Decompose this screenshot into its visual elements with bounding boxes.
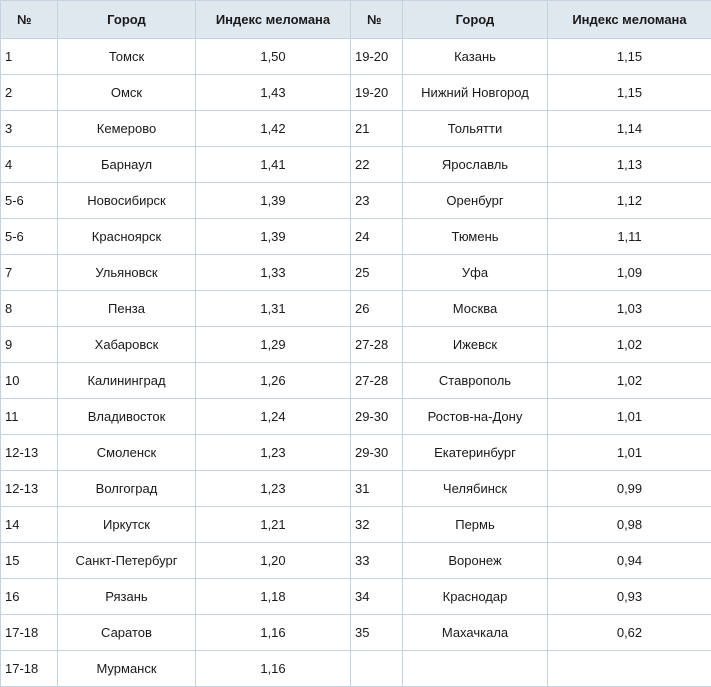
table-row bbox=[1, 255, 711, 291]
left-city-cell: Пенза bbox=[58, 291, 196, 327]
header-index-left: Индекс меломана bbox=[196, 1, 351, 39]
left-city-cell: Калининград bbox=[58, 363, 196, 399]
left-index-cell: 1,43 bbox=[196, 75, 351, 111]
right-index-cell: 1,01 bbox=[548, 399, 711, 435]
left-index-cell: 1,16 bbox=[196, 615, 351, 651]
left-index-cell: 1,23 bbox=[196, 435, 351, 471]
table-row bbox=[1, 219, 711, 255]
right-city-cell: Уфа bbox=[403, 255, 548, 291]
right-num-cell: 23 bbox=[351, 183, 403, 219]
right-city-cell: Нижний Новгород bbox=[403, 75, 548, 111]
right-index-cell: 1,13 bbox=[548, 147, 711, 183]
right-num-cell: 33 bbox=[351, 543, 403, 579]
left-index-cell: 1,18 bbox=[196, 579, 351, 615]
right-city-cell: Ижевск bbox=[403, 327, 548, 363]
table-row bbox=[1, 399, 711, 435]
table-row bbox=[1, 291, 711, 327]
left-num-cell: 11 bbox=[1, 399, 58, 435]
left-num-cell: 5-6 bbox=[1, 219, 58, 255]
left-city-cell: Санкт-Петербург bbox=[58, 543, 196, 579]
table-row bbox=[1, 183, 711, 219]
right-index-cell: 1,01 bbox=[548, 435, 711, 471]
header-num-right: № bbox=[351, 1, 403, 39]
right-index-cell: 1,11 bbox=[548, 219, 711, 255]
table-row bbox=[1, 579, 711, 615]
right-city-cell: Ставрополь bbox=[403, 363, 548, 399]
left-num-cell: 17-18 bbox=[1, 615, 58, 651]
right-index-cell: 0,93 bbox=[548, 579, 711, 615]
right-city-cell bbox=[403, 651, 548, 687]
left-city-cell: Хабаровск bbox=[58, 327, 196, 363]
right-city-cell: Оренбург bbox=[403, 183, 548, 219]
right-city-cell: Екатеринбург bbox=[403, 435, 548, 471]
right-city-cell: Москва bbox=[403, 291, 548, 327]
left-num-cell: 12-13 bbox=[1, 471, 58, 507]
left-index-cell: 1,39 bbox=[196, 219, 351, 255]
right-city-cell: Ростов-на-Дону bbox=[403, 399, 548, 435]
left-city-cell: Омск bbox=[58, 75, 196, 111]
table-row bbox=[1, 111, 711, 147]
table-header-row bbox=[1, 1, 711, 39]
table-row bbox=[1, 39, 711, 75]
right-num-cell: 29-30 bbox=[351, 435, 403, 471]
table-row bbox=[1, 507, 711, 543]
right-city-cell: Краснодар bbox=[403, 579, 548, 615]
right-num-cell: 25 bbox=[351, 255, 403, 291]
left-num-cell: 3 bbox=[1, 111, 58, 147]
right-index-cell bbox=[548, 651, 711, 687]
right-city-cell: Пермь bbox=[403, 507, 548, 543]
right-index-cell: 1,09 bbox=[548, 255, 711, 291]
table-row bbox=[1, 435, 711, 471]
left-city-cell: Ульяновск bbox=[58, 255, 196, 291]
left-index-cell: 1,24 bbox=[196, 399, 351, 435]
header-city-left: Город bbox=[58, 1, 196, 39]
left-index-cell: 1,16 bbox=[196, 651, 351, 687]
right-num-cell: 34 bbox=[351, 579, 403, 615]
table-row bbox=[1, 327, 711, 363]
table-row bbox=[1, 75, 711, 111]
right-index-cell: 1,03 bbox=[548, 291, 711, 327]
right-city-cell: Тюмень bbox=[403, 219, 548, 255]
right-num-cell: 24 bbox=[351, 219, 403, 255]
right-city-cell: Воронеж bbox=[403, 543, 548, 579]
left-index-cell: 1,50 bbox=[196, 39, 351, 75]
left-index-cell: 1,21 bbox=[196, 507, 351, 543]
right-num-cell bbox=[351, 651, 403, 687]
right-index-cell: 1,02 bbox=[548, 327, 711, 363]
left-num-cell: 5-6 bbox=[1, 183, 58, 219]
right-city-cell: Челябинск bbox=[403, 471, 548, 507]
table-row bbox=[1, 363, 711, 399]
header-num-left: № bbox=[1, 1, 58, 39]
left-index-cell: 1,41 bbox=[196, 147, 351, 183]
table-row bbox=[1, 471, 711, 507]
table-row bbox=[1, 615, 711, 651]
left-num-cell: 15 bbox=[1, 543, 58, 579]
right-num-cell: 21 bbox=[351, 111, 403, 147]
left-city-cell: Красноярск bbox=[58, 219, 196, 255]
left-num-cell: 7 bbox=[1, 255, 58, 291]
table-body bbox=[1, 39, 711, 687]
left-num-cell: 4 bbox=[1, 147, 58, 183]
right-index-cell: 1,15 bbox=[548, 75, 711, 111]
left-num-cell: 9 bbox=[1, 327, 58, 363]
left-city-cell: Кемерово bbox=[58, 111, 196, 147]
right-num-cell: 26 bbox=[351, 291, 403, 327]
right-index-cell: 1,12 bbox=[548, 183, 711, 219]
right-num-cell: 31 bbox=[351, 471, 403, 507]
left-index-cell: 1,23 bbox=[196, 471, 351, 507]
table-row bbox=[1, 651, 711, 687]
left-city-cell: Волгоград bbox=[58, 471, 196, 507]
left-index-cell: 1,31 bbox=[196, 291, 351, 327]
left-index-cell: 1,39 bbox=[196, 183, 351, 219]
right-index-cell: 0,94 bbox=[548, 543, 711, 579]
right-index-cell: 1,14 bbox=[548, 111, 711, 147]
right-index-cell: 1,02 bbox=[548, 363, 711, 399]
left-num-cell: 10 bbox=[1, 363, 58, 399]
right-city-cell: Ярославль bbox=[403, 147, 548, 183]
left-index-cell: 1,42 bbox=[196, 111, 351, 147]
left-num-cell: 14 bbox=[1, 507, 58, 543]
left-index-cell: 1,20 bbox=[196, 543, 351, 579]
right-index-cell: 1,15 bbox=[548, 39, 711, 75]
left-num-cell: 16 bbox=[1, 579, 58, 615]
right-city-cell: Махачкала bbox=[403, 615, 548, 651]
left-num-cell: 8 bbox=[1, 291, 58, 327]
left-index-cell: 1,29 bbox=[196, 327, 351, 363]
left-city-cell: Томск bbox=[58, 39, 196, 75]
header-city-right: Город bbox=[403, 1, 548, 39]
left-city-cell: Иркутск bbox=[58, 507, 196, 543]
left-index-cell: 1,26 bbox=[196, 363, 351, 399]
right-index-cell: 0,99 bbox=[548, 471, 711, 507]
left-city-cell: Рязань bbox=[58, 579, 196, 615]
left-num-cell: 17-18 bbox=[1, 651, 58, 687]
right-num-cell: 19-20 bbox=[351, 75, 403, 111]
right-num-cell: 27-28 bbox=[351, 327, 403, 363]
right-city-cell: Тольятти bbox=[403, 111, 548, 147]
right-num-cell: 19-20 bbox=[351, 39, 403, 75]
left-index-cell: 1,33 bbox=[196, 255, 351, 291]
table-row bbox=[1, 147, 711, 183]
right-num-cell: 27-28 bbox=[351, 363, 403, 399]
left-city-cell: Новосибирск bbox=[58, 183, 196, 219]
left-city-cell: Смоленск bbox=[58, 435, 196, 471]
header-index-right: Индекс меломана bbox=[548, 1, 711, 39]
right-num-cell: 22 bbox=[351, 147, 403, 183]
right-num-cell: 29-30 bbox=[351, 399, 403, 435]
right-index-cell: 0,62 bbox=[548, 615, 711, 651]
left-city-cell: Владивосток bbox=[58, 399, 196, 435]
left-num-cell: 1 bbox=[1, 39, 58, 75]
left-city-cell: Саратов bbox=[58, 615, 196, 651]
right-num-cell: 32 bbox=[351, 507, 403, 543]
left-city-cell: Барнаул bbox=[58, 147, 196, 183]
right-index-cell: 0,98 bbox=[548, 507, 711, 543]
right-city-cell: Казань bbox=[403, 39, 548, 75]
left-num-cell: 2 bbox=[1, 75, 58, 111]
right-num-cell: 35 bbox=[351, 615, 403, 651]
table-row bbox=[1, 543, 711, 579]
left-city-cell: Мурманск bbox=[58, 651, 196, 687]
left-num-cell: 12-13 bbox=[1, 435, 58, 471]
